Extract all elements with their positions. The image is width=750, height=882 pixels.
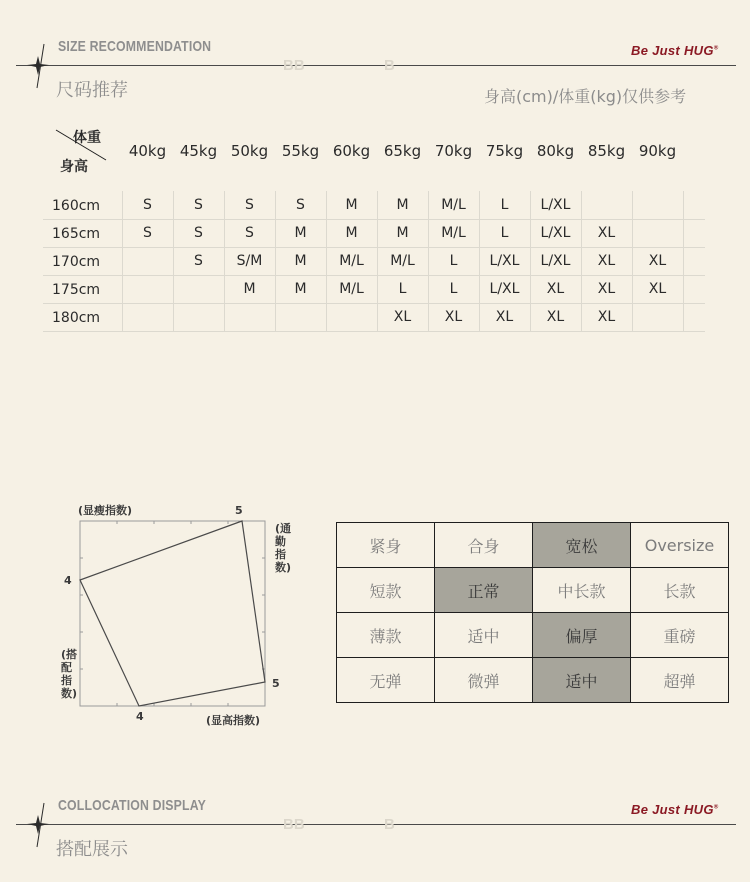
size-cell: S/M: [236, 253, 263, 269]
weight-header: 90kg: [638, 142, 677, 160]
corner-height-label: 身高: [60, 159, 88, 175]
size-cell: S: [245, 225, 254, 241]
height-label: 170cm: [52, 254, 101, 270]
section-title-cn: 搭配展示: [56, 839, 128, 860]
weight-header: 65kg: [383, 142, 422, 160]
corner-weight-label: 体重: [73, 130, 101, 146]
index-value-right: 5: [272, 677, 280, 690]
size-cell: XL: [393, 309, 412, 325]
size-cell: M/L: [339, 281, 364, 297]
size-cell: M: [294, 225, 307, 241]
attribute-cell-selected: 偏厚: [533, 613, 631, 658]
size-cell: XL: [597, 253, 616, 269]
height-label: 160cm: [52, 198, 101, 214]
size-cell: M: [294, 253, 307, 269]
size-cell: L: [500, 197, 509, 213]
index-value-left: 4: [64, 574, 72, 587]
index-value-bottom: 4: [136, 710, 144, 723]
weight-header: 40kg: [128, 142, 167, 160]
size-cell: S: [194, 253, 203, 269]
size-cell: XL: [546, 309, 565, 325]
attribute-cell: 微弹: [435, 658, 533, 703]
deco-monogram-left: BB: [283, 57, 305, 74]
height-label: 175cm: [52, 282, 101, 298]
size-cell: M: [345, 225, 358, 241]
height-label: 165cm: [52, 226, 101, 242]
size-cell: S: [194, 197, 203, 213]
attribute-cell: 紧身: [337, 523, 435, 568]
attribute-cell: 合身: [435, 523, 533, 568]
size-cell: S: [143, 197, 152, 213]
weight-header: 45kg: [179, 142, 218, 160]
size-table: [0, 0, 750, 340]
index-label-right: (通勤指数): [275, 522, 292, 574]
height-label: 180cm: [52, 310, 101, 326]
attribute-cell: 薄款: [337, 613, 435, 658]
attribute-cell: 超弹: [631, 658, 729, 703]
size-cell: L: [398, 281, 407, 297]
sparkle-icon: [24, 801, 52, 849]
weight-header: 50kg: [230, 142, 269, 160]
weight-header: 75kg: [485, 142, 524, 160]
attribute-cell-selected: 适中: [533, 658, 631, 703]
size-cell: S: [143, 225, 152, 241]
size-cell: L: [500, 225, 509, 241]
size-cell: XL: [648, 281, 667, 297]
size-cell: L/XL: [540, 225, 571, 241]
size-cell: L: [449, 253, 458, 269]
size-cell: L/XL: [489, 253, 520, 269]
size-cell: XL: [597, 225, 616, 241]
size-cell: S: [194, 225, 203, 241]
attribute-cell: 长款: [631, 568, 729, 613]
brand-logo: Be Just HUG®: [631, 43, 719, 58]
index-label-left: (搭配指数): [61, 648, 78, 700]
size-cell: XL: [546, 281, 565, 297]
fit-index-chart: [56, 498, 292, 730]
size-cell: M: [243, 281, 256, 297]
weight-header: 60kg: [332, 142, 371, 160]
attribute-cell: 中长款: [533, 568, 631, 613]
size-cell: XL: [597, 281, 616, 297]
attribute-cell: 重磅: [631, 613, 729, 658]
attribute-cell: 短款: [337, 568, 435, 613]
attribute-cell-selected: 宽松: [533, 523, 631, 568]
size-cell: M/L: [441, 197, 466, 213]
size-cell: M/L: [339, 253, 364, 269]
size-cell: XL: [495, 309, 514, 325]
deco-monogram-right: B: [384, 57, 395, 74]
deco-monogram-left: BB: [283, 816, 305, 833]
attribute-cell: Oversize: [631, 523, 729, 568]
footer-rule: [16, 824, 736, 825]
size-cell: M: [396, 197, 409, 213]
index-value-top: 5: [235, 504, 243, 517]
index-label-top: (显瘦指数): [78, 504, 133, 517]
size-cell: L/XL: [540, 253, 571, 269]
weight-header: 85kg: [587, 142, 626, 160]
fabric-attributes-table: [336, 522, 729, 703]
section-title-en: SIZE RECOMMENDATION: [58, 38, 212, 55]
index-grid: [56, 498, 276, 730]
size-cell: L: [449, 281, 458, 297]
column-separator: [683, 191, 684, 332]
size-cell: XL: [444, 309, 463, 325]
size-cell: XL: [648, 253, 667, 269]
attribute-row: [337, 523, 729, 568]
size-cell: L/XL: [540, 197, 571, 213]
deco-monogram-right: B: [384, 816, 395, 833]
index-label-bottom: (显高指数): [206, 714, 261, 727]
weight-header: 70kg: [434, 142, 473, 160]
size-cell: M/L: [441, 225, 466, 241]
brand-logo: Be Just HUG®: [631, 802, 719, 817]
weight-header: 55kg: [281, 142, 320, 160]
size-cell: S: [245, 197, 254, 213]
attribute-row: [337, 658, 729, 703]
size-cell: M: [345, 197, 358, 213]
size-hint: 身高(cm)/体重(kg)仅供参考: [484, 87, 687, 106]
attribute-cell-selected: 正常: [435, 568, 533, 613]
section-title-cn: 尺码推荐: [56, 80, 128, 101]
size-cell: L/XL: [489, 281, 520, 297]
size-cell: M: [294, 281, 307, 297]
attribute-cell: 无弹: [337, 658, 435, 703]
section-title-en: COLLOCATION DISPLAY: [58, 797, 206, 814]
size-cell: XL: [597, 309, 616, 325]
size-cell: S: [296, 197, 305, 213]
attribute-cell: 适中: [435, 613, 533, 658]
attribute-row: [337, 613, 729, 658]
weight-header: 80kg: [536, 142, 575, 160]
size-cell: M: [396, 225, 409, 241]
attribute-row: [337, 568, 729, 613]
size-cell: M/L: [390, 253, 415, 269]
